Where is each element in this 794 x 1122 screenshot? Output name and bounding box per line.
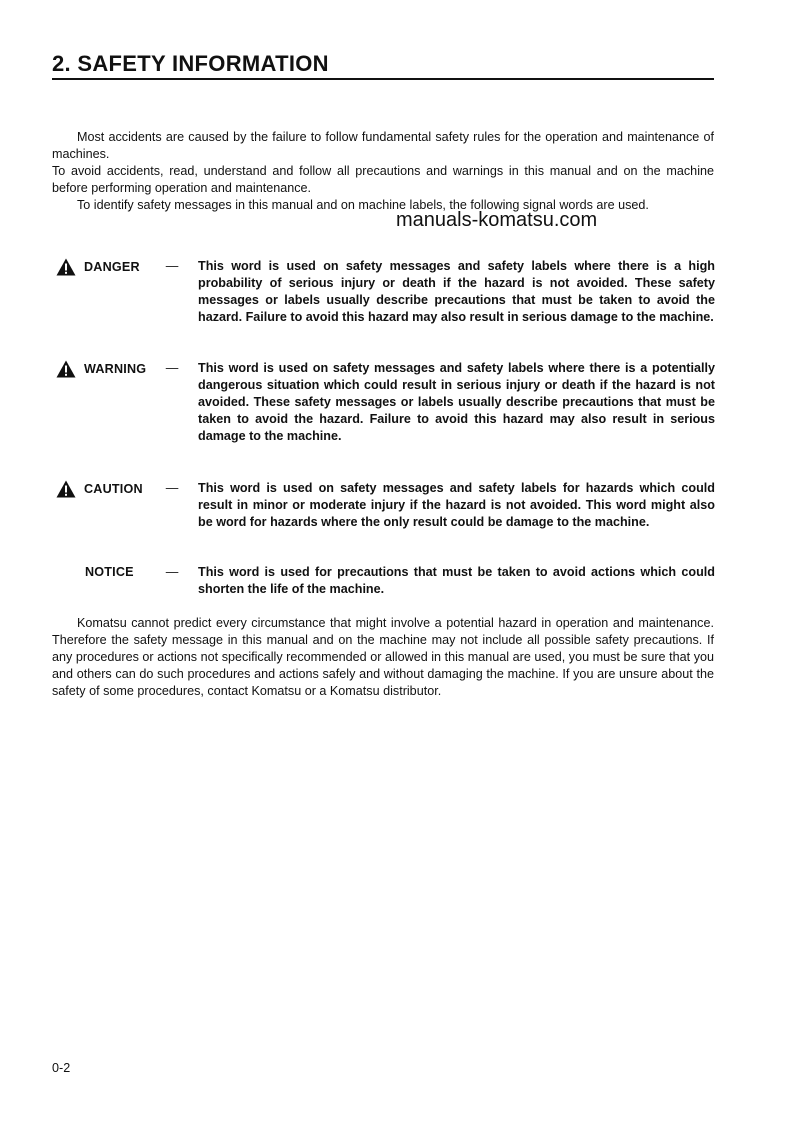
signal-danger (56, 258, 716, 338)
signal-word: NOTICE (85, 565, 134, 579)
signal-word: CAUTION (84, 481, 143, 496)
page-title: 2. SAFETY INFORMATION (52, 52, 714, 80)
signal-description: This word is used for precautions that must be taken to avoid actions which could shorten the life of the machine. (198, 565, 715, 596)
signal-description: This word is used on safety messages and safety labels where there is a potentially dangerous situation which could result in serious injury or death if the hazard is not avoided. These safety messages or labels usually describe precautions that must be taken to avoid the hazard. Failure to avoid this hazard may also result in serious damage to the machine. (198, 361, 715, 443)
page-number: 0-2 (52, 1061, 71, 1075)
intro-paragraph-1: Most accidents are caused by the failure to follow fundamental safety rules for the operation and maintenance of machines. (52, 130, 714, 161)
warning-triangle-icon (56, 480, 76, 498)
intro-paragraph-3: To identify safety messages in this manual and on machine labels, the following signal words are used. (77, 198, 649, 212)
signal-label-warning (56, 360, 168, 378)
signal-warning (56, 360, 716, 443)
warning-triangle-icon (56, 258, 76, 276)
signal-dash: — (165, 361, 179, 375)
warning-triangle-icon (56, 360, 76, 378)
intro-paragraph-2: To avoid accidents, read, understand and follow all precautions and warnings in this manual and on the machine before performing operation and maintenance. (52, 164, 714, 195)
signal-word: DANGER (84, 259, 140, 274)
closing-paragraph: Komatsu cannot predict every circumstance that might involve a potential hazard in operation and maintenance. Therefore the safety message in this manual and on the machine may not include all possible safety precautions. If any procedures or actions not specifically recommended or allowed in this manual are used, you must be sure that you and others can do such procedures and actions safely and without damaging the machine. If you are unsure about the safety of some procedures, contact Komatsu or a Komatsu distributor. (52, 616, 714, 698)
signal-label-danger (56, 258, 168, 276)
signal-dash: — (165, 565, 179, 579)
signal-label-caution (56, 480, 168, 498)
watermark-text: manuals-komatsu.com (396, 209, 598, 231)
signal-caution (56, 480, 716, 560)
signal-dash: — (165, 259, 179, 273)
signal-dash: — (165, 481, 179, 495)
signal-description: This word is used on safety messages and safety labels for hazards which could result in minor or moderate injury if the hazard is not avoided. This word might also be word for hazards where the only result could be damage to the machine. (198, 481, 715, 529)
intro-section (52, 129, 714, 214)
signal-description: This word is used on safety messages and safety labels where there is a high probability of serious injury or death if the hazard is not avoided. These safety messages or labels usually describe precautions that must be taken to avoid the hazard. Failure to avoid this hazard may also result in serious damage to the machine. (198, 259, 715, 324)
signal-word: WARNING (84, 361, 147, 376)
